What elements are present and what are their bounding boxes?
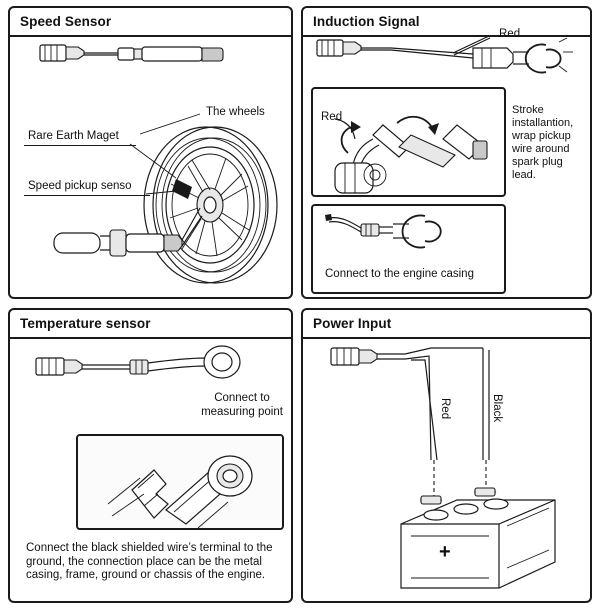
speed-sensor-artwork xyxy=(10,8,295,301)
panel-title-temperature-sensor: Temperature sensor xyxy=(20,316,151,331)
subbox-engine-casing xyxy=(311,204,506,294)
label-stroke-installation-note: Stroke installantion, wrap pickup wire around spark plug lead. xyxy=(512,104,574,181)
label-battery-plus: + xyxy=(439,541,451,563)
label-connect-engine-casing: Connect to the engine casing xyxy=(325,268,474,280)
panel-power-input xyxy=(301,308,592,603)
subbox-stroke-installation xyxy=(311,87,506,197)
label-red-inner: Red xyxy=(321,111,343,123)
wrench-artwork xyxy=(78,436,284,530)
label-the-wheels: The wheels xyxy=(206,106,265,118)
panel-induction-signal xyxy=(301,6,592,299)
label-connect-measuring-point: Connect to measuring point xyxy=(201,392,283,418)
subbox-wrench-photo xyxy=(76,434,284,530)
label-underline-magnet xyxy=(24,145,136,146)
label-underline-pickup xyxy=(24,195,150,196)
panel-title-induction-signal: Induction Signal xyxy=(313,14,420,29)
label-red-wire: Red xyxy=(439,398,451,420)
spark-plug-artwork xyxy=(313,89,508,199)
panel-title-power-input: Power Input xyxy=(313,316,392,331)
label-rare-earth-magnet: Rare Earth Maget xyxy=(28,130,119,142)
panel-speed-sensor xyxy=(8,6,293,299)
label-red-top: Red xyxy=(499,28,521,40)
panel-temperature-sensor xyxy=(8,308,293,603)
label-ground-connection-note: Connect the black shielded wire’s terminal to the ground, the connection place can be the metal casing, frame, ground or chassis of the engine. xyxy=(26,542,273,581)
label-speed-pickup-sensor: Speed pickup senso xyxy=(28,180,132,192)
ring-terminal-artwork xyxy=(313,206,508,296)
panel-title-speed-sensor: Speed Sensor xyxy=(20,14,112,29)
label-black-wire: Black xyxy=(491,394,503,423)
